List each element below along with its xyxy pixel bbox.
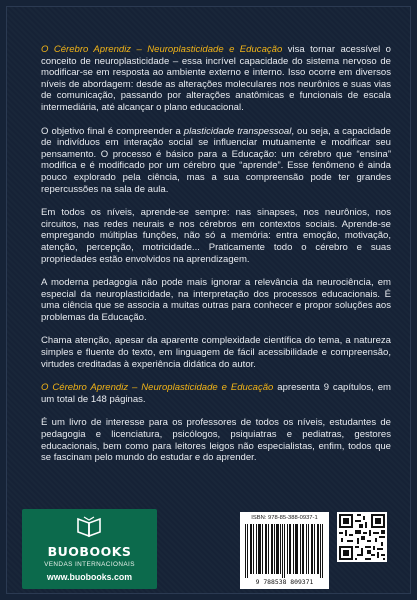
isbn-number: 9 788538 809371 <box>255 578 314 586</box>
paragraph-audience: É um livro de interesse para os professores de todos os níveis, estudantes de pedagogia e licenciatura, psicólogos, psiquiatras e pediatras, gestores educacionais, bem como para leitores leigos não especialistas, enfim, todos que se fascinam pelo mundo do estudar e do aprender. <box>41 417 391 464</box>
publisher-logo <box>22 509 157 589</box>
isbn-barcode <box>240 512 329 589</box>
isbn-label: ISBN: 978-85-388-0937-1 <box>251 515 318 521</box>
term-plasticidade-transpessoal: plasticidade transpessoal <box>183 125 292 137</box>
paragraph-objective-lead: O objetivo final é compreender a <box>41 125 184 137</box>
book-title-highlight-2: O Cérebro Aprendiz – Neuroplasticidade e Educação <box>41 382 274 394</box>
back-cover <box>6 6 411 594</box>
paragraph-style: Chama atenção, apesar da aparente complexidade científica do tema, a natureza simples e fluente do texto, em linguagem de fácil acessibilidade e compreensão, virtudes creditadas à experiência didática do autor. <box>41 335 391 370</box>
book-emblem-icon <box>76 516 102 538</box>
paragraph-chapters-body: apresenta 9 capítulos, em um total de 148 páginas. <box>41 382 391 405</box>
barcode-bars <box>245 524 324 578</box>
paragraph-intro <box>41 44 391 114</box>
paragraph-pedagogy: A moderna pedagogia não pode mais ignorar a relevância da neurociência, em especial da neuroplasticidade, na interpretação dos processos educacionais. É uma ciência que se associa a muitas outras para conhecer e propor soluções aos problemas da Educação. <box>41 277 391 323</box>
paragraph-intro-body: visa tornar acessível o conceito de neuroplasticidade – essa incrível capacidade do sistema nervoso de modificar-se em resposta ao ambiente externo e interno. Isso ocorre em diversos níveis de abordagem: desde as alterações moleculares nos neurônios e suas vias de comunicação, passando por alterações anatômicas e funcionais de escala intermediária, até alcançar o plano educacional. <box>41 44 391 113</box>
paragraph-objective-body: , ou seja, a capacidade de indivíduos em interação social se influenciar mutuamente e modificar seu pensamento. O processo é básico para a Educação: um cérebro que “ensina” modifica e é modificado por um cérebro que “aprende”. Esse fenômeno é ainda pouco explorado pela ciência, mas a sua compreensão pode ter grandes repercussões na sala de aula. <box>41 125 391 195</box>
qr-code-pattern <box>337 512 387 562</box>
publisher-url: www.buobooks.com <box>46 572 133 582</box>
paragraph-levels: Em todos os níveis, aprende-se sempre: nas sinapses, nos neurônios, nos circuitos, nas redes neurais e nos cérebros em contextos sociais. Aprende-se empregando múltiplas funções, não só a memória: entra emoção, motivação, atenção, percepção, motricidade... Praticamente todo o cérebro e suas propriedades estão envolvidos na aprendizagem. <box>41 207 391 265</box>
qr-code <box>337 512 387 562</box>
paragraph-objective <box>41 126 391 196</box>
synopsis-text <box>41 44 391 476</box>
publisher-name: BUOBOOKS <box>47 544 132 559</box>
publisher-tagline: VENDAS INTERNACIONAIS <box>44 561 135 568</box>
book-title-highlight: O Cérebro Aprendiz – Neuroplasticidade e Educação <box>41 44 283 55</box>
paragraph-chapters <box>41 382 391 405</box>
